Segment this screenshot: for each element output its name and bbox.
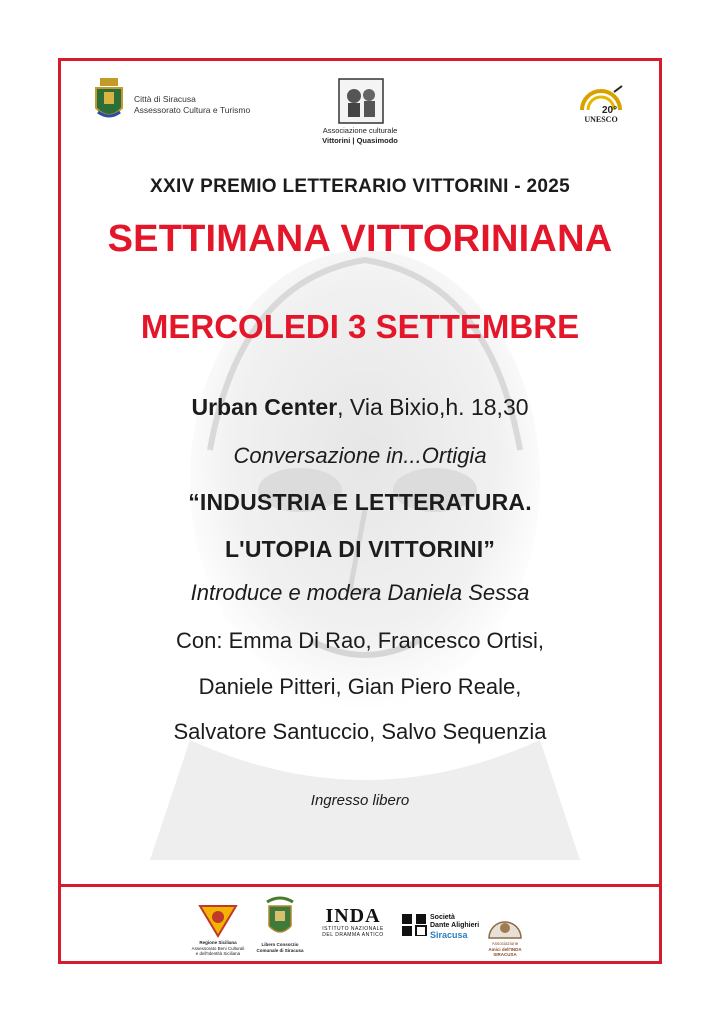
dante-city: Siracusa [430, 930, 468, 940]
regione-line1: Regione Siciliana [199, 940, 237, 945]
entry-note: Ingresso libero [310, 792, 410, 809]
regione-caption [188, 940, 248, 957]
amici-caption [478, 941, 532, 958]
talk-title-line2: L'UTOPIA DI VITTORINI” [224, 536, 496, 562]
libero-consorzio-logo [263, 896, 297, 940]
consorzio-line2: Comunale di Siracusa [256, 947, 304, 953]
unesco-number: 20° [602, 105, 618, 116]
city-name: Città di Siracusa [134, 94, 196, 104]
venue-address: , Via Bixio,h. 18,30 [337, 394, 529, 420]
regione-siciliana-logo [198, 902, 238, 938]
inda-line1: ISTITUTO NAZIONALE [322, 926, 384, 932]
event-location [58, 394, 662, 421]
amici-line3: SIRACUSA [493, 952, 517, 957]
inda-logo [320, 906, 386, 938]
dante-line1: Società [430, 914, 455, 921]
dante-mark-icon [402, 914, 428, 936]
consorzio-line1: Libero Consorzio [261, 942, 299, 947]
association-line2: Vittorini | Quasimodo [322, 136, 398, 145]
inda-name: INDA [325, 905, 381, 927]
event-date: MERCOLEDI 3 SETTEMBRE [140, 308, 580, 345]
moderator-line: Introduce e modera Daniela Sessa [190, 580, 530, 605]
inda-line2: DEL DRAMMA ANTICO [322, 932, 384, 938]
city-header [134, 94, 250, 116]
unesco-label: UNESCO [584, 115, 618, 124]
speakers-line3: Salvatore Santuccio, Salvo Sequenzia [173, 719, 547, 744]
unesco-logo [576, 84, 626, 128]
amici-inda-logo [487, 910, 523, 940]
prize-title: XXIV PREMIO LETTERARIO VITTORINI - 2025 [150, 176, 570, 197]
association-portrait-logo [338, 78, 384, 124]
city-department: Assessorato Cultura e Turismo [134, 105, 251, 115]
conversation-label: Conversazione in...Ortigia [233, 443, 487, 468]
association-caption [290, 126, 430, 146]
siracusa-crest-icon [94, 78, 124, 122]
speakers-line1: Con: Emma Di Rao, Francesco Ortisi, [176, 628, 544, 653]
regione-line3: e dell'Identità Siciliana [195, 951, 241, 956]
amici-line1: Associazione [491, 941, 519, 946]
speakers-line2: Daniele Pitteri, Gian Piero Reale, [198, 674, 522, 699]
amici-line2: Amici dell'INDA [488, 946, 522, 952]
venue-name: Urban Center [191, 394, 338, 420]
dante-line2: Dante Alighieri [430, 922, 480, 929]
footer-divider [58, 884, 662, 887]
talk-title-line1: “INDUSTRIA E LETTERATURA. [188, 489, 532, 515]
event-series-title: SETTIMANA VITTORINIANA [107, 218, 613, 260]
association-line1: Associazione culturale [322, 126, 398, 135]
regione-line2: Assessorato Beni Culturali [191, 945, 245, 951]
consorzio-caption [250, 942, 310, 953]
